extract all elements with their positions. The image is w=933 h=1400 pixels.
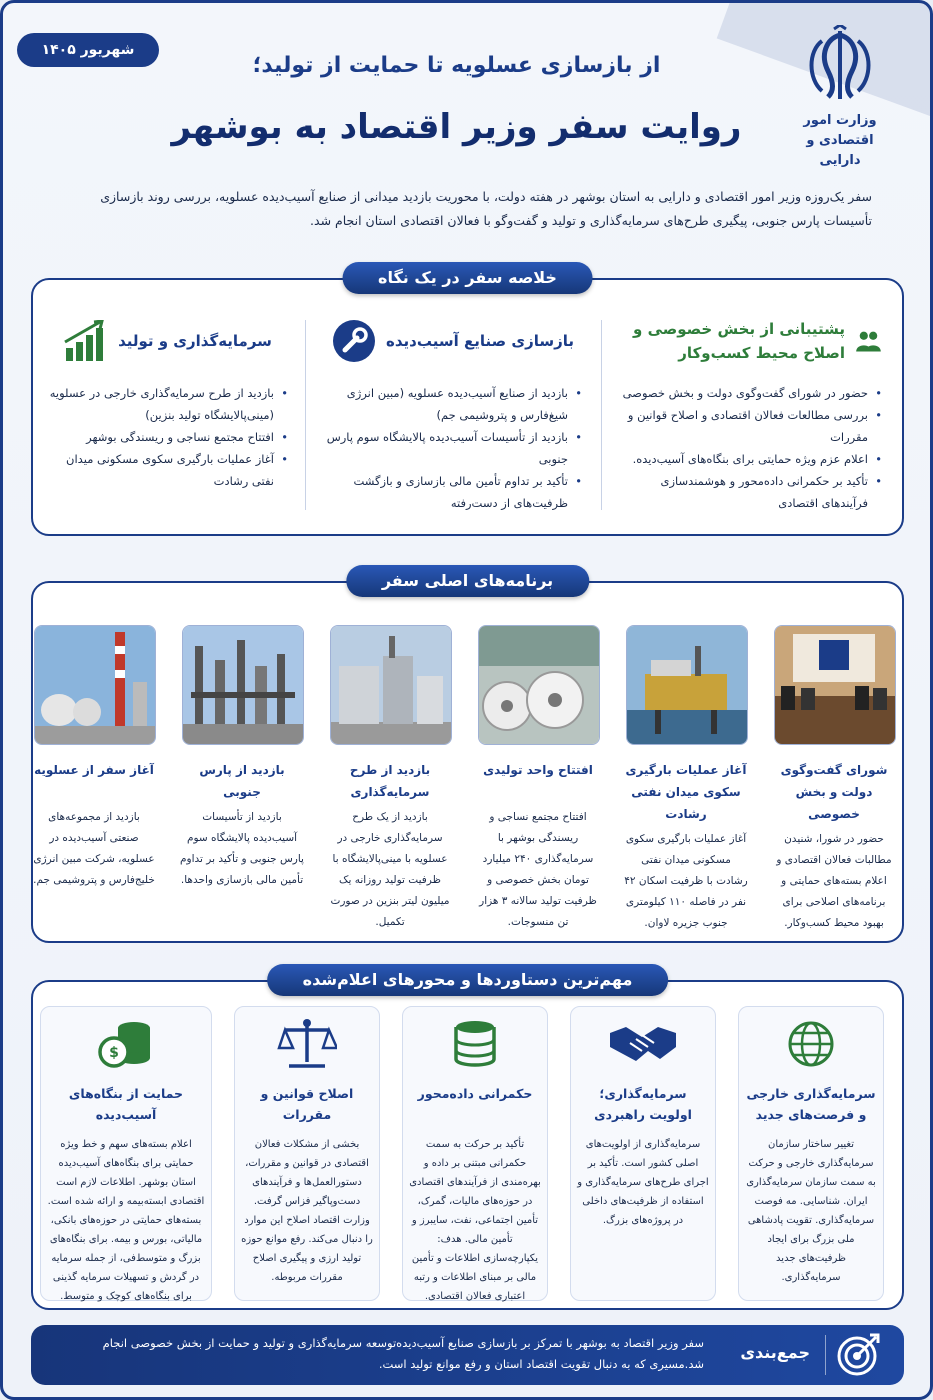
summary-section: [31, 268, 904, 536]
divider: [601, 320, 602, 510]
program-card: [180, 625, 304, 891]
program-card: [476, 625, 600, 933]
achievement-title: حمایت از بنگاه‌های آسیب‌دیده: [68, 1086, 184, 1122]
conclusion-bar: [31, 1325, 904, 1385]
program-text: افتتاح مجتمع نساجی و ریسندگی بوشهر با سرمایه‌گذاری ۲۴۰ میلیارد تومان بخش خصوصی و ظرفیت تولید سالانه ۳ هزار تن منسوجات.: [479, 811, 597, 928]
summary-item: • آغاز عملیات بارگیری سکوی مسکونی میدان نفتی رشادت: [46, 448, 288, 492]
program-card: [624, 625, 748, 934]
program-text: حضور در شورا، شنیدن مطالبات فعالان اقتصادی و اعلام بسته‌های حمایتی و برنامه‌های اصلاحی برای بهبود محیط کسب‌وکار.: [776, 833, 892, 929]
programs-title: برنامه‌های اصلی سفر: [346, 565, 589, 597]
ministry-name-line1: وزارت امور: [803, 113, 877, 128]
summary-title: خلاصه سفر در یک نگاه: [342, 262, 593, 294]
program-title: آغاز سفر از عسلویه: [34, 763, 154, 777]
achievement-title: سرمایه‌گذاری؛ اولویت راهبردی: [594, 1086, 692, 1122]
programs-section: [31, 571, 904, 943]
achievement-card: [570, 1006, 716, 1301]
achievement-card: [234, 1006, 380, 1301]
target-icon: [836, 1331, 882, 1377]
program-text: بازدید از یک طرح سرمایه‌گذاری خارجی در عسلویه با مینی‌پالایشگاه با ظرفیت تولید روزانه یک میلیون لیتر بنزین در صورت تکمیل.: [330, 811, 450, 928]
program-title: بازدید از طرح سرمایه‌گذاری: [349, 763, 431, 799]
textile-rolls-image: [478, 625, 600, 745]
summary-item: • بازدید از صنایع آسیب‌دیده عسلویه (مبین انرژی شیغ‌فارس و پتروشیمی جم): [324, 382, 582, 426]
achievement-text: تأکید بر حرکت به سمت حکمرانی مبتنی بر داده و بهره‌مندی از فرآیندهای اقتصادی در حوزه‌های مالیات، گمرک، تأمین اجتماعی، نفت، سایبرز و تأمین مالی. هدف: یکپارچه‌سازی اطلاعات و تأمین مالی بر مبنای اطلاعات و رتبه اعتباری فعالان اقتصادی.: [409, 1139, 541, 1302]
achievement-title: سرمایه‌گذاری خارجی و فرصت‌های جدید: [746, 1086, 876, 1122]
summary-item: • تأکید بر حکمرانی داده‌محور و هوشمندسازی فرآیندهای اقتصادی: [620, 470, 882, 514]
program-title: آغاز عملیات بارگیری سکوی میدان نفتی رشادت: [625, 763, 747, 821]
program-text: بازدید از مجموعه‌های صنعتی آسیب‌دیده در عسلویه، شرکت مبین انرژی خلیج‌فارس و پتروشیمی جم.: [33, 811, 155, 886]
achievement-card: [402, 1006, 548, 1301]
achievement-title: حکمرانی داده‌محور: [417, 1086, 533, 1101]
achievement-text: سرمایه‌گذاری از اولویت‌های اصلی کشور است. تأکید بر اجرای طرح‌های سرمایه‌گذاری و استفاده از ظرفیت‌های داخلی در پروژه‌های بزرگ.: [577, 1139, 709, 1226]
ministry-logo: [790, 25, 890, 171]
program-text: آغاز عملیات بارگیری سکوی مسکونی میدان نفتی رشادت با ظرفیت اسکان ۴۲ نفر در فاصله ۱۱۰ کیلومتری جنوب جزیره لاوان.: [624, 833, 748, 929]
program-title: شورای گفت‌وگوی دولت و بخش خصوصی: [780, 763, 888, 821]
bar-chart-icon: [62, 320, 108, 362]
summary-item: • تأکید بر تداوم تأمین مالی بازسازی و بازگشت ظرفیت‌های از دست‌رفته: [324, 470, 582, 514]
achievement-card: [738, 1006, 884, 1301]
svg-text:$: $: [109, 1045, 119, 1061]
divider: [825, 1335, 826, 1375]
petrochemical-image: [34, 625, 156, 745]
scales-icon: [277, 1018, 337, 1070]
program-card: [772, 625, 896, 934]
summary-col-title: بازسازی صنایع آسیب‌دیده: [386, 332, 574, 350]
subtitle: از بازسازی عسلویه تا حمایت از تولید؛: [252, 53, 661, 78]
handshake-icon: [608, 1021, 678, 1067]
achievements-section: [31, 970, 904, 1310]
people-icon: [855, 321, 882, 361]
meeting-room-image: [774, 625, 896, 745]
intro-paragraph: سفر یک‌روزه وزیر امور اقتصادی و دارایی به استان بوشهر در هفته دولت، با محوریت بازدید میدانی از صنایع آسیب‌دیده عسلویه، بررسی روند بازسازی تأسیسات پارس جنوبی، پیگیری طرح‌های سرمایه‌گذاری و تولید و گفت‌وگو با فعالان اقتصادی استان انجام شد.: [100, 189, 872, 228]
program-text: بازدید از تأسیسات آسیب‌دیده پالایشگاه سوم پارس جنوبی و تأکید بر تداوم تأمین مالی بازسازی واحدها.: [180, 811, 304, 886]
achievements-title: مهم‌ترین دستاوردها و محورهای اعلام‌شده: [267, 964, 669, 996]
ministry-name-line2: اقتصادی و دارایی: [806, 133, 874, 168]
conclusion-text: سفر وزیر اقتصاد به بوشهر با تمرکز بر بازسازی صنایع آسیب‌دیده‌توسعه سرمایه‌گذاری و تولید و حمایت از بخش خصوصی انجام شد.مسیری که به دنبال تقویت اقتصاد استان و رفع موانع تولید است.: [102, 1336, 704, 1371]
achievement-text: تغییر ساختار سازمان سرمایه‌گذاری خارجی و حرکت به سمت سازمان سرمایه‌گذاری ایران. شناسایی. مه فوصت سرمایه‌گذاری. تقویت پادشاهی ملی بزرگ برای ایجاد ظرفیت‌های جدید سرمایه‌گذاری.: [746, 1139, 876, 1283]
database-icon: [452, 1019, 498, 1069]
page-title: روایت سفر وزیر اقتصاد به بوشهر: [171, 107, 742, 147]
summary-col-reconstruction: [324, 310, 582, 520]
divider: [305, 320, 306, 510]
summary-col-private-sector: [620, 310, 882, 520]
summary-col-title: پشتیبانی از بخش خصوصی و اصلاح محیط کسب‌وکار: [633, 320, 846, 362]
offshore-platform-image: [626, 625, 748, 745]
summary-item: • بازدید از طرح سرمایه‌گذاری خارجی در عسلویه (مینی‌پالایشگاه تولید بنزین): [46, 382, 288, 426]
wrench-icon: [332, 319, 376, 363]
achievement-title: اصلاح قوانین و مقررات: [260, 1086, 354, 1122]
achievement-card: [40, 1006, 212, 1301]
program-card: [32, 625, 156, 891]
program-title: افتتاح واحد تولیدی: [483, 763, 593, 777]
program-card: [328, 625, 452, 933]
emblem-icon: [800, 25, 880, 105]
coins-icon: [96, 1018, 156, 1070]
summary-col-investment: [46, 310, 288, 520]
summary-item: • اعلام عزم ویژه حمایتی برای بنگاه‌های آسیب‌دیده.: [620, 448, 882, 470]
conclusion-title: جمع‌بندی: [740, 1343, 810, 1362]
summary-item: • بازدید از تأسیسات آسیب‌دیده پالایشگاه سوم پارس جنوبی: [324, 426, 582, 470]
summary-col-title: سرمایه‌گذاری و تولید: [118, 332, 272, 350]
achievement-text: اعلام بسته‌های سهم و خط ویژه حمایتی برای بنگاه‌های آسیب‌دیده استان بوشهر. اطلاعات لازم است اقتصادی ابسته‌بیمه و ارائه شده است. بسته‌های حمایتی در حوزه‌های بانکی، مالیاتی، بورس و بیمه. برای بنگاه‌های بزرگ و متوسط‌فی، از جمله سرمایه در گردش و تسهیلات سرمایه گذینی برای بنگاه‌های کوچک و متوسط.: [47, 1139, 205, 1302]
achievement-text: بخشی از مشکلات فعالان اقتصادی در قوانین و مقررات، دستورالعمل‌ها و فرآیندهای دست‌وپاگیر فزاس گرفت. وزارت اقتصاد اصلاح این موارد را دنبال می‌کند. رفع موانع حوزه تولید ارزی و پیگیری اصلاح مقررات مربوطه.: [241, 1139, 373, 1283]
date-badge: شهریور ۱۴۰۵: [17, 33, 159, 67]
program-title: بازدید از پارس جنوبی: [199, 763, 285, 799]
summary-item: • افتتاح مجتمع نساجی و ریسندگی بوشهر: [46, 426, 288, 448]
globe-icon: [786, 1019, 836, 1069]
mini-refinery-image: [330, 625, 452, 745]
summary-item: • بررسی مطالعات فعالان اقتصادی و اصلاح قوانین و مقررات: [620, 404, 882, 448]
summary-item: • حضور در شورای گفت‌وگوی دولت و بخش خصوصی: [620, 382, 882, 404]
refinery-image: [182, 625, 304, 745]
